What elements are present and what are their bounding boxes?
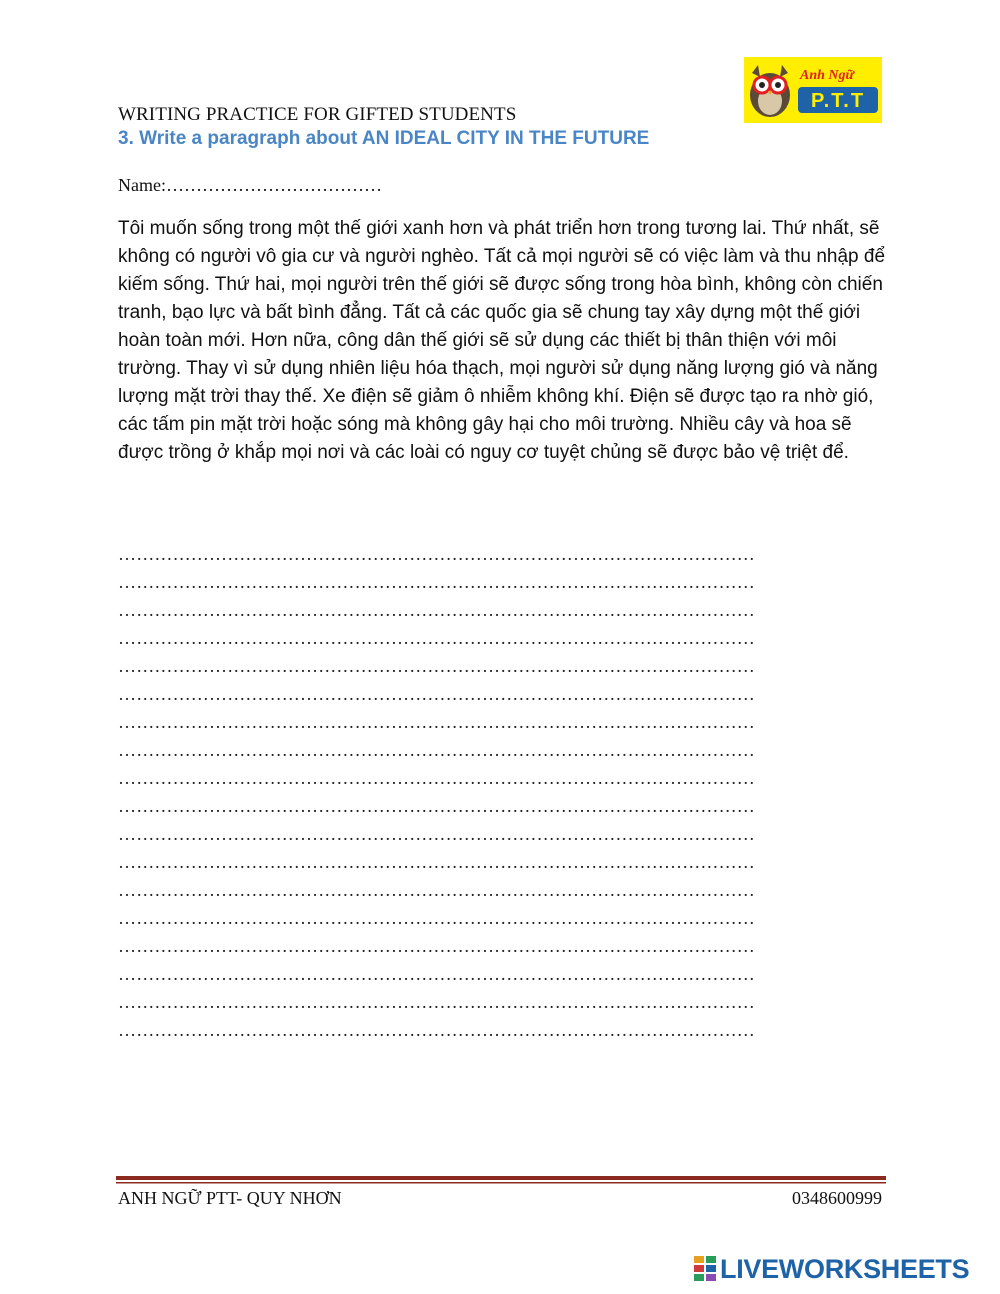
footer-phone: 0348600999 [792,1188,882,1208]
sample-paragraph: Tôi muốn sống trong một thế giới xanh hơn và phát triển hơn trong tương lai. Thứ nhất, sẽ không có người vô gia cư và người nghèo. Tất cả mọi người sẽ có việc làm và thu nhập để kiếm sống. Thứ hai, mọi người trên thế giới sẽ được sống trong hòa bình, không còn chiến tranh, bạo lực và bất bình đẳng. Tất cả các quốc gia sẽ chung tay xây dựng một thế giới hoàn toàn mới. Hơn nữa, công dân thế giới sẽ sử dụng các thiết bị thân thiện với môi trường. Thay vì sử dụng nhiên liệu hóa thạch, mọi người sử dụng năng lượng gió và năng lượng mặt trời thay thế. Xe điện sẽ giảm ô nhiễm không khí. Điện sẽ được tạo ra nhờ gió, các tấm pin mặt trời hoặc sóng mà không gây hại cho môi trường. Nhiều cây và hoa sẽ được trồng ở khắp mọi nơi và các loài có nguy cơ tuyệt chủng sẽ được bảo vệ triệt để. [118,218,886,463]
answer-line[interactable]: …………………………………………………………………………………………… [118,992,755,1012]
answer-line[interactable]: …………………………………………………………………………………………… [118,964,755,984]
answer-line[interactable]: …………………………………………………………………………………………… [118,740,755,760]
liveworksheets-logo-icon [694,1256,716,1282]
answer-line[interactable]: …………………………………………………………………………………………… [118,656,755,676]
footer-rule [116,1176,886,1184]
answer-line[interactable]: …………………………………………………………………………………………… [118,572,755,592]
liveworksheets-brand[interactable] [694,1253,969,1285]
answer-line[interactable]: …………………………………………………………………………………………… [118,712,755,732]
answer-line[interactable]: …………………………………………………………………………………………… [118,796,755,816]
answer-line[interactable]: …………………………………………………………………………………………… [118,600,755,620]
answer-line[interactable]: …………………………………………………………………………………………… [118,908,755,928]
name-field-label: Name:……………………………… [118,175,382,195]
logo-text-bottom: P.T.T [810,90,866,112]
answer-line[interactable]: …………………………………………………………………………………………… [118,852,755,872]
answer-line[interactable]: …………………………………………………………………………………………… [118,628,755,648]
answer-line[interactable]: …………………………………………………………………………………………… [118,684,755,704]
liveworksheets-text: LIVEWORKSHEETS [720,1253,970,1284]
answer-line[interactable]: …………………………………………………………………………………………… [118,768,755,788]
school-logo [744,57,882,123]
answer-line[interactable]: …………………………………………………………………………………………… [118,544,755,564]
exercise-instruction: 3. Write a paragraph about AN IDEAL CITY IN THE FUTURE [118,128,650,149]
logo-text-top: Anh Ngữ [800,68,854,83]
page-title: WRITING PRACTICE FOR GIFTED STUDENTS [118,104,517,125]
answer-line[interactable]: …………………………………………………………………………………………… [118,1020,755,1040]
answer-line[interactable]: …………………………………………………………………………………………… [118,824,755,844]
answer-lines [118,540,884,1044]
owl-logo-icon [744,57,882,123]
footer-school-name: ANH NGỮ PTT- QUY NHƠN [118,1188,342,1208]
answer-line[interactable]: …………………………………………………………………………………………… [118,880,755,900]
answer-line[interactable]: …………………………………………………………………………………………… [118,936,755,956]
